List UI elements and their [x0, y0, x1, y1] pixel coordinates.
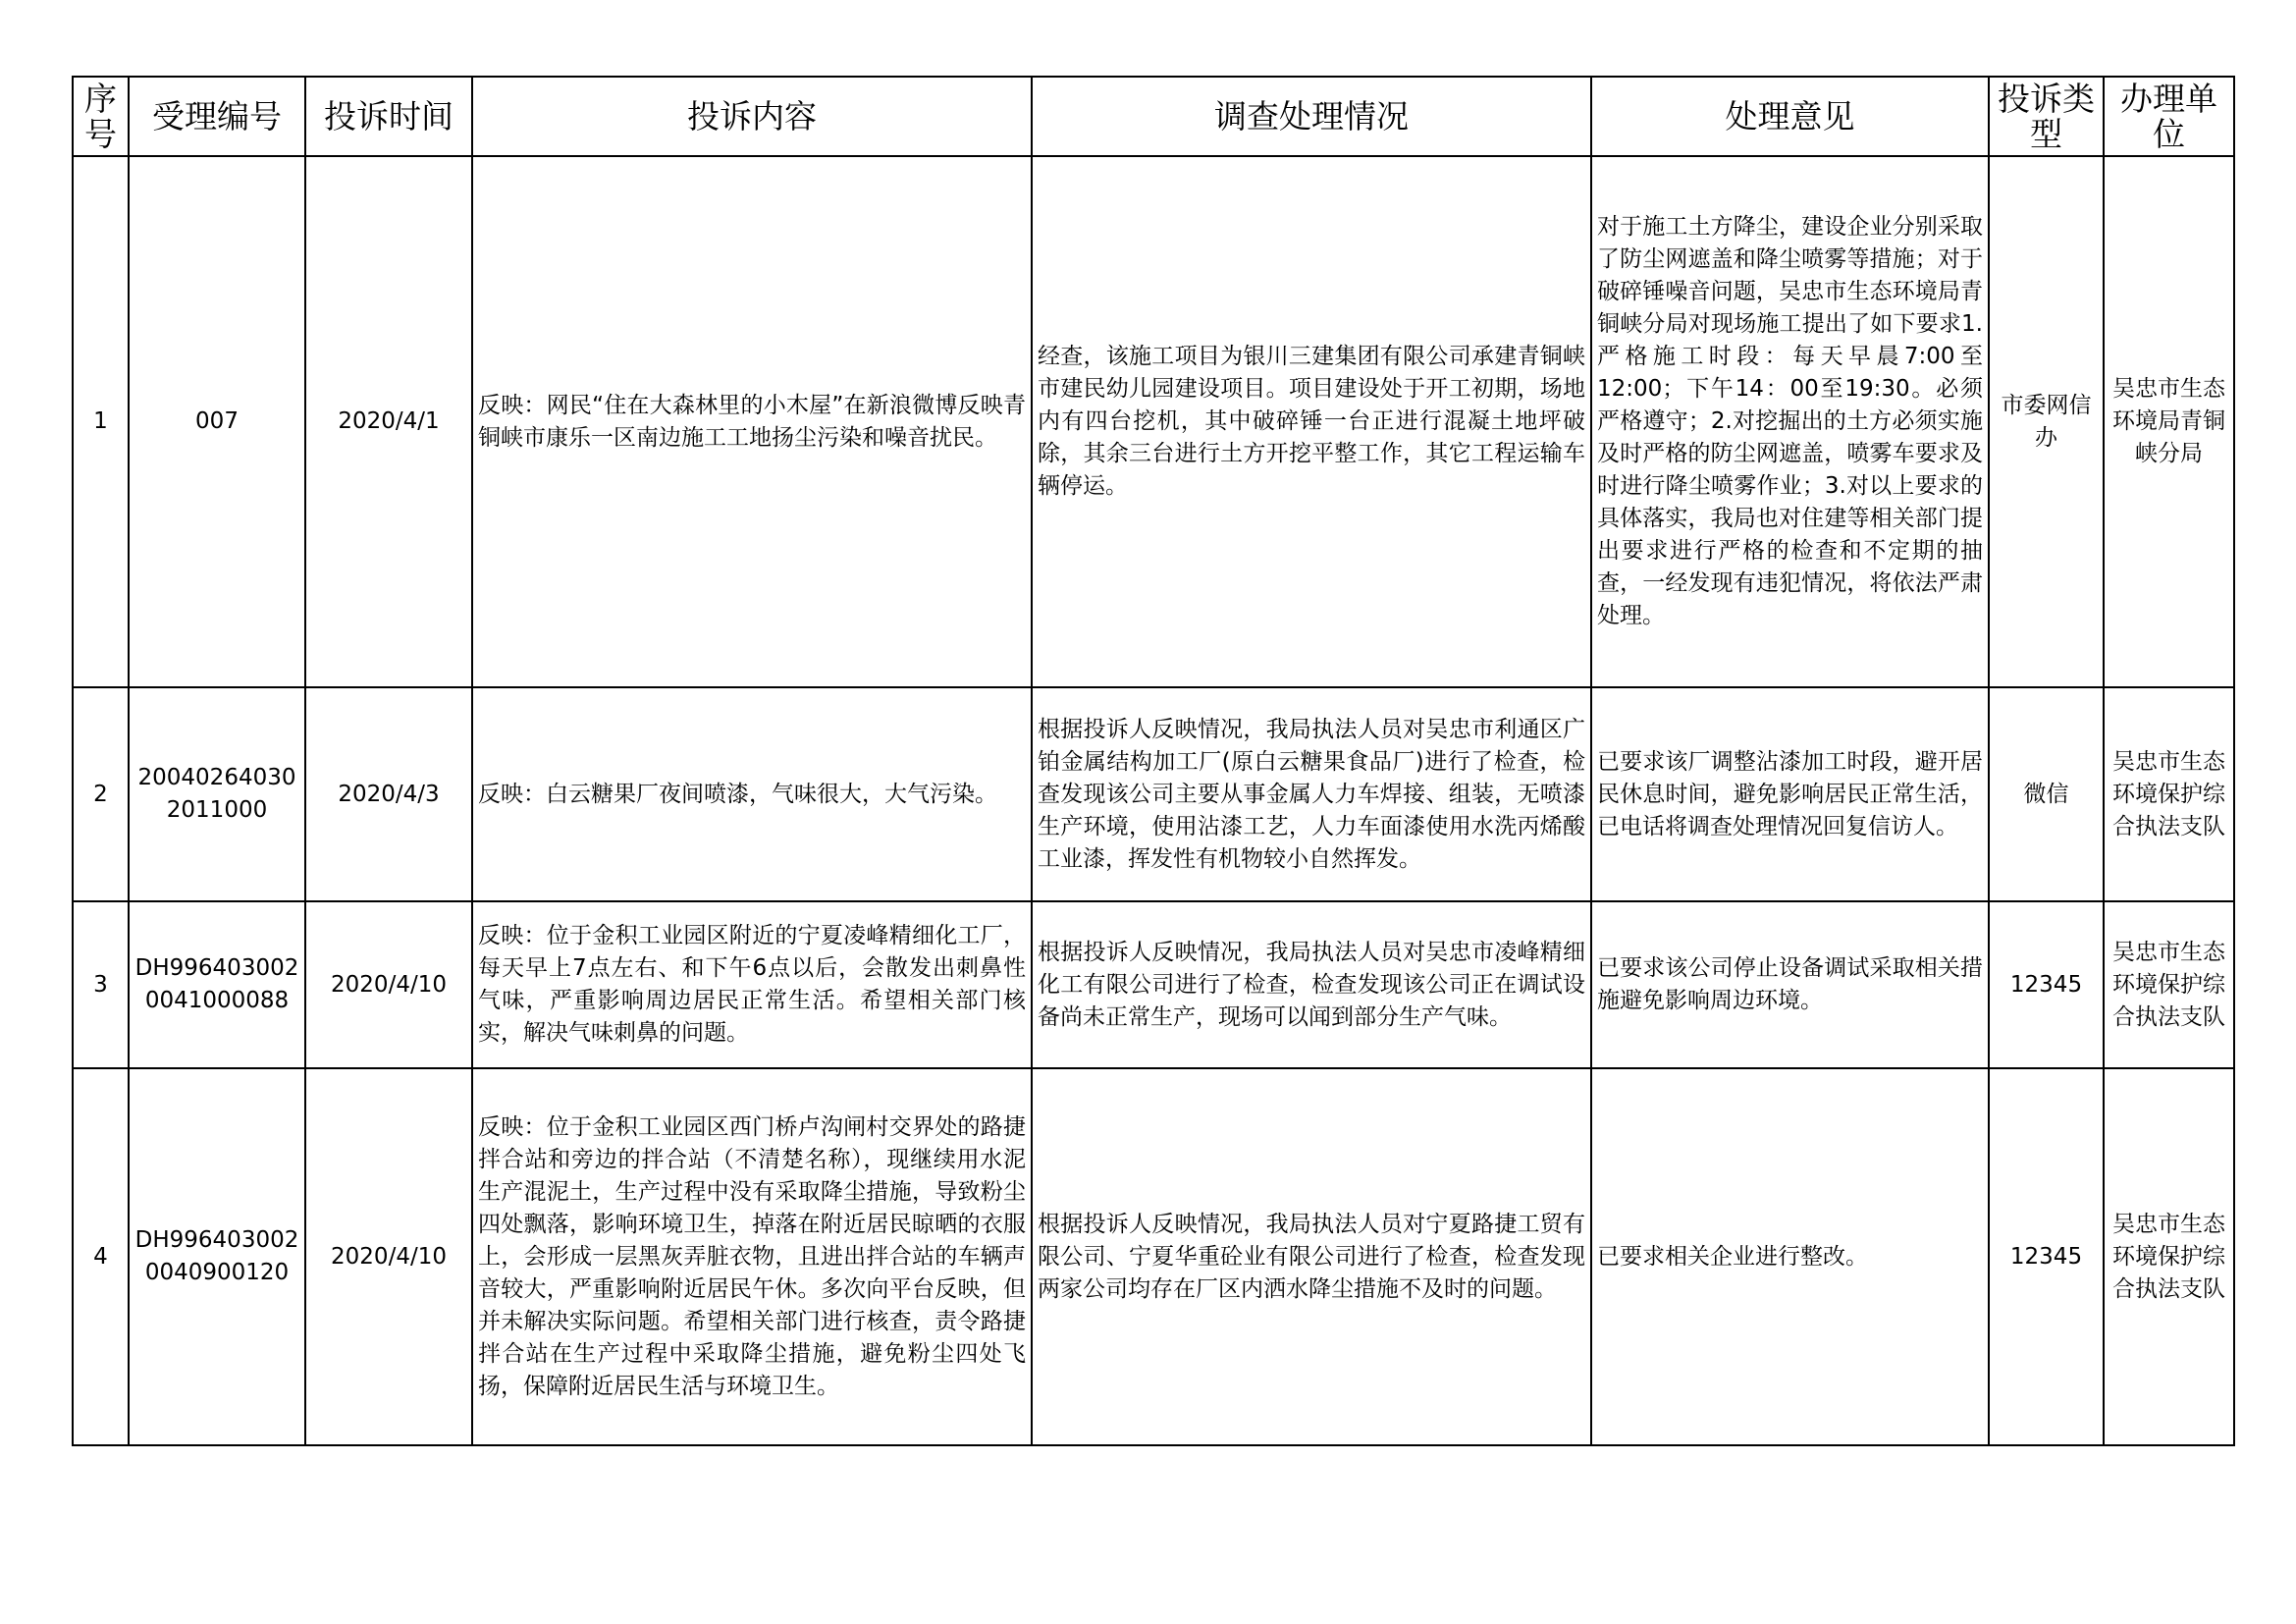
header-investigation: 调查处理情况 — [1032, 77, 1591, 156]
complaint-table — [72, 76, 2235, 1446]
row-date: 2020/4/3 — [305, 687, 472, 901]
row-type: 12345 — [1989, 1068, 2104, 1445]
row-date: 2020/4/1 — [305, 156, 472, 687]
row-investigation: 根据投诉人反映情况，我局执法人员对吴忠市凌峰精细化工有限公司进行了检查，检查发现该公司正在调试设备尚未正常生产，现场可以闻到部分生产气味。 — [1032, 901, 1591, 1068]
row-id: DH9964030020041000088 — [129, 901, 305, 1068]
row-type: 微信 — [1989, 687, 2104, 901]
row-num: 1 — [73, 156, 129, 687]
header-date: 投诉时间 — [305, 77, 472, 156]
row-date: 2020/4/10 — [305, 901, 472, 1068]
row-type: 12345 — [1989, 901, 2104, 1068]
row-num: 4 — [73, 1068, 129, 1445]
row-unit: 吴忠市生态环境保护综合执法支队 — [2104, 901, 2234, 1068]
row-unit: 吴忠市生态环境保护综合执法支队 — [2104, 1068, 2234, 1445]
row-investigation: 根据投诉人反映情况，我局执法人员对宁夏路捷工贸有限公司、宁夏华重砼业有限公司进行了检查，检查发现两家公司均存在厂区内洒水降尘措施不及时的问题。 — [1032, 1068, 1591, 1445]
header-type: 投诉类型 — [1989, 77, 2104, 156]
table-row — [73, 687, 2234, 901]
row-investigation: 经查，该施工项目为银川三建集团有限公司承建青铜峡市建民幼儿园建设项目。项目建设处于开工初期，场地内有四台挖机，其中破碎锤一台正进行混凝土地坪破除，其余三台进行土方开挖平整工作，其它工程运输车辆停运。 — [1032, 156, 1591, 687]
header-id: 受理编号 — [129, 77, 305, 156]
table-row — [73, 901, 2234, 1068]
row-opinion: 已要求相关企业进行整改。 — [1591, 1068, 1989, 1445]
table-row — [73, 156, 2234, 687]
header-num: 序号 — [73, 77, 129, 156]
row-unit: 吴忠市生态环境保护综合执法支队 — [2104, 687, 2234, 901]
header-opinion: 处理意见 — [1591, 77, 1989, 156]
row-opinion: 已要求该公司停止设备调试采取相关措施避免影响周边环境。 — [1591, 901, 1989, 1068]
row-id: 007 — [129, 156, 305, 687]
row-num: 3 — [73, 901, 129, 1068]
header-unit: 办理单位 — [2104, 77, 2234, 156]
row-type: 市委网信办 — [1989, 156, 2104, 687]
row-opinion: 对于施工土方降尘，建设企业分别采取了防尘网遮盖和降尘喷雾等措施；对于破碎锤噪音问题，吴忠市生态环境局青铜峡分局对现场施工提出了如下要求1.严格施工时段：每天早晨7:00至12:00；下午14：00至19:30。必须严格遵守；2.对挖掘出的土方必须实施及时严格的防尘网遮盖，喷雾车要求及时进行降尘喷雾作业；3.对以上要求的具体落实，我局也对住建等相关部门提出要求进行严格的检查和不定期的抽查，一经发现有违犯情况，将依法严肃处理。 — [1591, 156, 1989, 687]
header-content: 投诉内容 — [472, 77, 1032, 156]
row-unit: 吴忠市生态环境局青铜峡分局 — [2104, 156, 2234, 687]
row-investigation: 根据投诉人反映情况，我局执法人员对吴忠市利通区广铂金属结构加工厂(原白云糖果食品厂)进行了检查，检查发现该公司主要从事金属人力车焊接、组装，无喷漆生产环境，使用沾漆工艺，人力车面漆使用水洗丙烯酸工业漆，挥发性有机物较小自然挥发。 — [1032, 687, 1591, 901]
row-date: 2020/4/10 — [305, 1068, 472, 1445]
row-num: 2 — [73, 687, 129, 901]
table-row — [73, 1068, 2234, 1445]
row-content: 反映：位于金积工业园区附近的宁夏凌峰精细化工厂，每天早上7点左右、和下午6点以后，会散发出刺鼻性气味，严重影响周边居民正常生活。希望相关部门核实，解决气味刺鼻的问题。 — [472, 901, 1032, 1068]
row-opinion: 已要求该厂调整沾漆加工时段，避开居民休息时间，避免影响居民正常生活，已电话将调查处理情况回复信访人。 — [1591, 687, 1989, 901]
row-id: 200402640302011000 — [129, 687, 305, 901]
row-content: 反映：位于金积工业园区西门桥卢沟闸村交界处的路捷拌合站和旁边的拌合站（不清楚名称），现继续用水泥生产混泥土，生产过程中没有采取降尘措施，导致粉尘四处飘落，影响环境卫生，掉落在附近居民晾晒的衣服上，会形成一层黑灰弄脏衣物，且进出拌合站的车辆声音较大，严重影响附近居民午休。多次向平台反映，但并未解决实际问题。希望相关部门进行核查，责令路捷拌合站在生产过程中采取降尘措施，避免粉尘四处飞扬，保障附近居民生活与环境卫生。 — [472, 1068, 1032, 1445]
header-row — [73, 77, 2234, 156]
row-content: 反映：网民“住在大森林里的小木屋”在新浪微博反映青铜峡市康乐一区南边施工工地扬尘污染和噪音扰民。 — [472, 156, 1032, 687]
row-id: DH9964030020040900120 — [129, 1068, 305, 1445]
row-content: 反映：白云糖果厂夜间喷漆，气味很大，大气污染。 — [472, 687, 1032, 901]
